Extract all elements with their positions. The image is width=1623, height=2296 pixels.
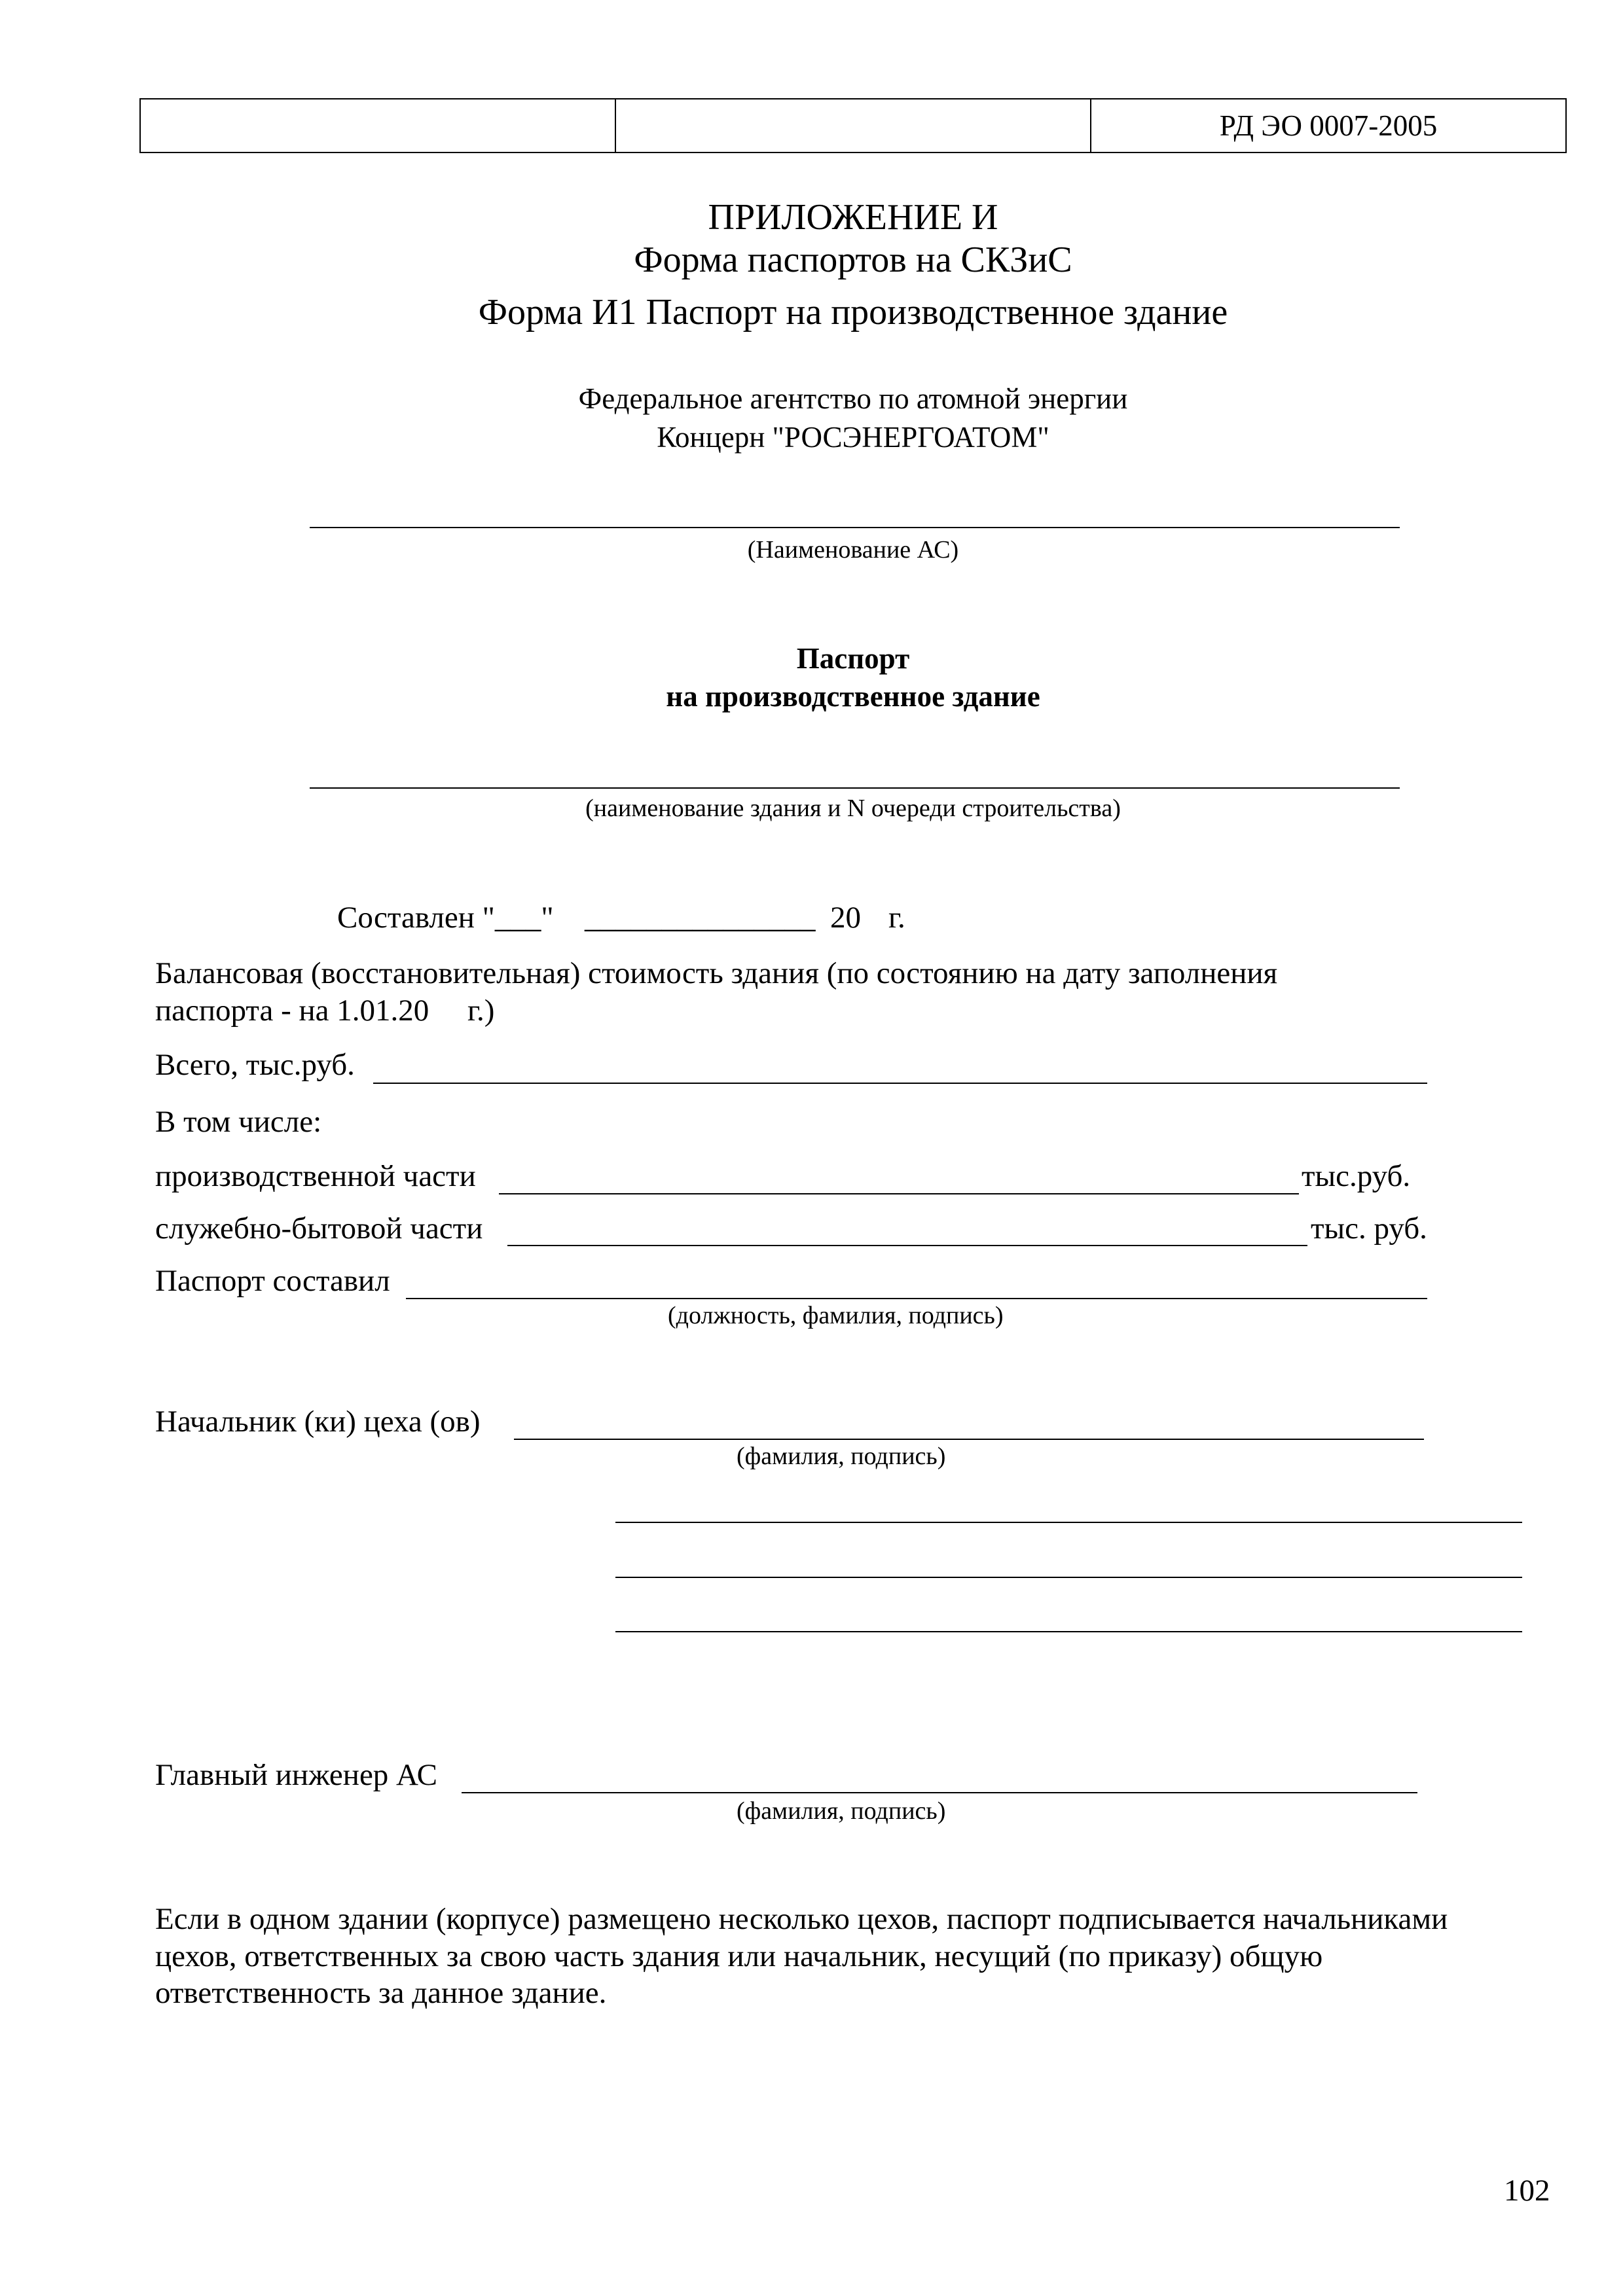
concern-name: Концерн "РОСЭНЕРГОАТОМ" — [657, 421, 1049, 454]
total-field[interactable] — [373, 1083, 1427, 1084]
shop-heads-field[interactable] — [514, 1439, 1424, 1440]
compiled-label: Составлен "___" — [337, 901, 554, 935]
document-code: РД ЭО 0007-2005 — [1090, 99, 1565, 152]
compiled-year: 20 — [830, 901, 861, 935]
station-name-caption: (Наименование АС) — [747, 536, 959, 564]
appendix-title: ПРИЛОЖЕНИЕ И — [708, 197, 998, 238]
note-line1: Если в одном здании (корпусе) размещено несколько цехов, паспорт подписывается начальниками — [155, 1902, 1448, 1936]
extra-signature-line[interactable] — [615, 1577, 1522, 1578]
form-name-title: Форма И1 Паспорт на производственное здание — [478, 292, 1228, 332]
production-part-field[interactable] — [499, 1193, 1299, 1194]
service-part-field[interactable] — [507, 1245, 1307, 1246]
extra-signature-line[interactable] — [615, 1522, 1522, 1523]
total-label: Всего, тыс.руб. — [155, 1048, 355, 1082]
balance-text-line1: Балансовая (восстановительная) стоимость здания (по состоянию на дату заполнения — [155, 956, 1278, 990]
including-label: В том числе: — [155, 1105, 322, 1139]
service-part-label: служебно-бытовой части — [155, 1211, 483, 1246]
compiled-by-field[interactable] — [406, 1298, 1427, 1299]
page-number: 102 — [1504, 2174, 1550, 2208]
chief-engineer-label: Главный инженер АС — [155, 1758, 438, 1792]
chief-engineer-field[interactable] — [462, 1792, 1417, 1793]
header-cell-empty — [615, 99, 1090, 152]
building-name-caption: (наименование здания и N очереди строительства) — [585, 795, 1121, 822]
service-part-unit: тыс. руб. — [1311, 1211, 1427, 1246]
compiled-by-caption: (должность, фамилия, подпись) — [668, 1302, 1004, 1329]
note-line3: ответственность за данное здание. — [155, 1976, 607, 2010]
station-name-field[interactable] — [310, 527, 1400, 528]
shop-heads-caption: (фамилия, подпись) — [737, 1443, 946, 1470]
header-cell-empty — [141, 99, 615, 152]
production-part-unit: тыс.руб. — [1302, 1159, 1411, 1193]
header-table — [139, 98, 1567, 153]
agency-name: Федеральное агентство по атомной энергии — [578, 382, 1128, 415]
production-part-label: производственной части — [155, 1159, 476, 1193]
compiled-year-suffix: г. — [888, 901, 905, 935]
shop-heads-label: Начальник (ки) цеха (ов) — [155, 1405, 481, 1439]
passport-subheading: на производственное здание — [666, 680, 1040, 713]
balance-text-line2: паспорта - на 1.01.20 г.) — [155, 994, 495, 1028]
compiled-month-field[interactable]: _______________ — [585, 901, 816, 935]
chief-engineer-caption: (фамилия, подпись) — [737, 1797, 946, 1825]
extra-signature-line[interactable] — [615, 1631, 1522, 1632]
building-name-field[interactable] — [310, 787, 1400, 789]
note-line2: цехов, ответственных за свою часть здания или начальник, несущий (по приказу) общую — [155, 1939, 1323, 1973]
passport-heading: Паспорт — [796, 642, 910, 675]
forms-title: Форма паспортов на СКЗиС — [634, 240, 1072, 280]
compiled-by-label: Паспорт составил — [155, 1264, 390, 1298]
